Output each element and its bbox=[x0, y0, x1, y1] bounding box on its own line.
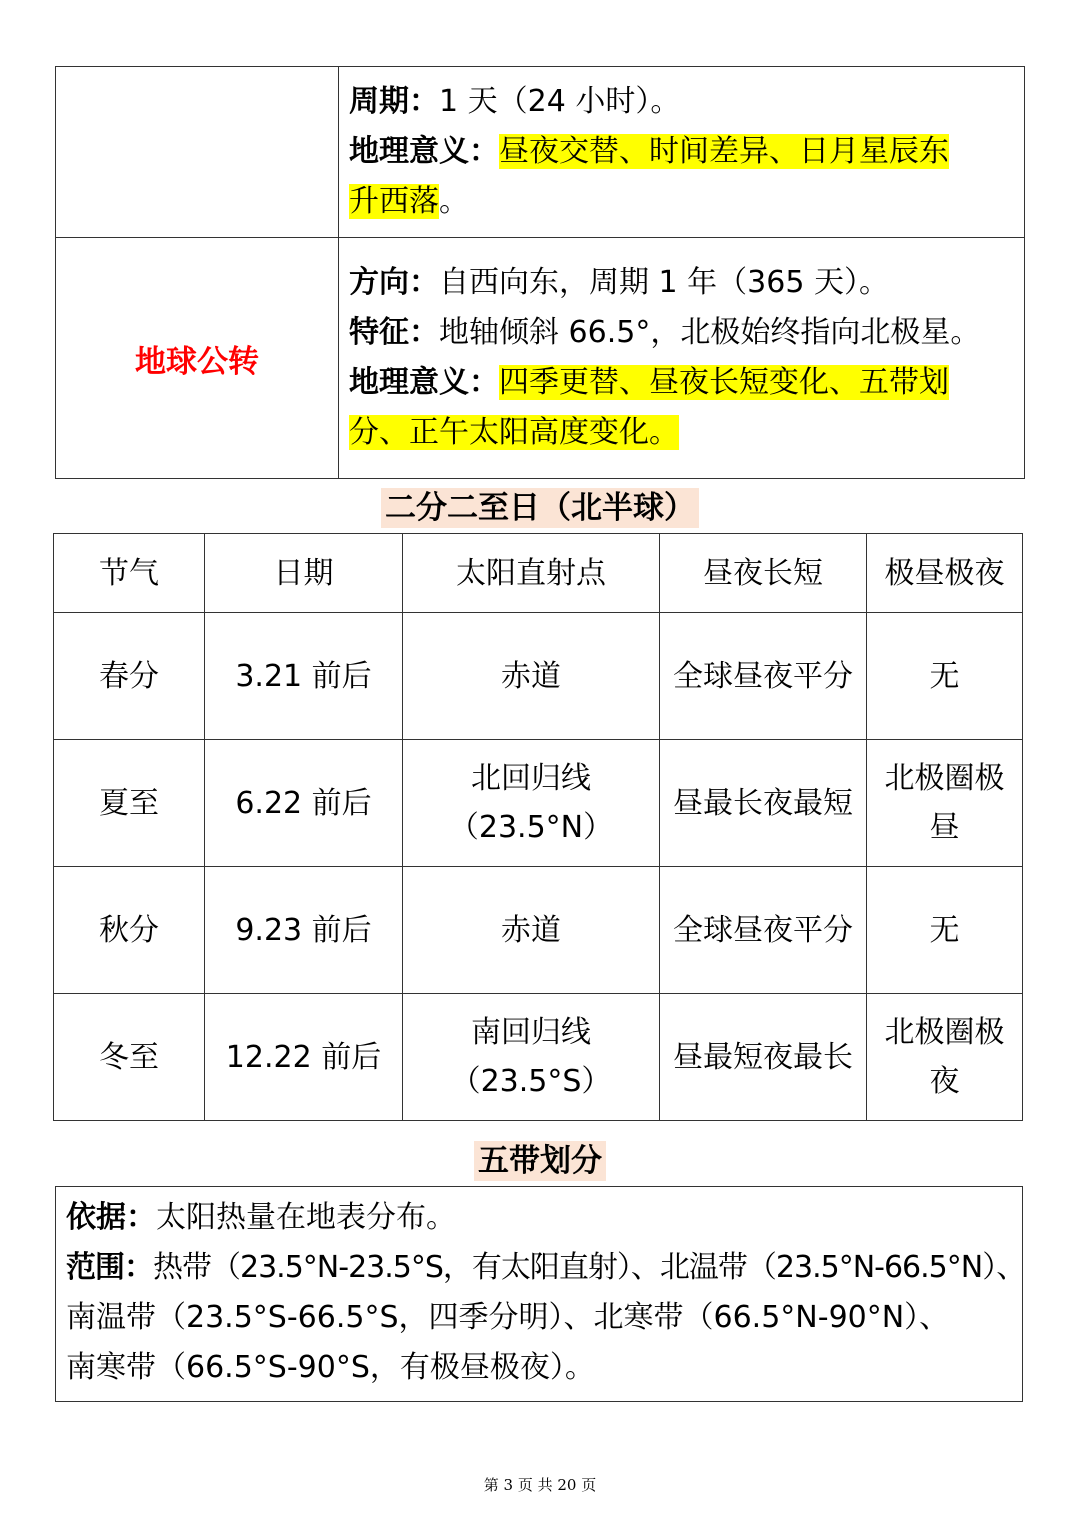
revolution-content-cell bbox=[339, 238, 1025, 479]
period-label: 周期： bbox=[349, 84, 439, 119]
table-cell: 9.23 前后 bbox=[205, 867, 403, 994]
table-cell: 秋分 bbox=[54, 867, 205, 994]
table-cell: 全球昼夜平分 bbox=[660, 867, 867, 994]
table-cell: 12.22 前后 bbox=[205, 994, 403, 1121]
table-cell: 无 bbox=[867, 867, 1023, 994]
table-cell: 北极圈极夜 bbox=[867, 994, 1023, 1121]
meaning-text: 昼夜交替、时间差异、日月星辰东 bbox=[499, 134, 949, 169]
table-cell: 昼最短夜最长 bbox=[660, 994, 867, 1121]
zones-box bbox=[55, 1186, 1026, 1402]
table-cell: 3.21 前后 bbox=[205, 613, 403, 740]
revolution-meaning-label: 地理意义： bbox=[349, 365, 499, 400]
table-cell: 赤道 bbox=[403, 613, 660, 740]
table-cell: 全球昼夜平分 bbox=[660, 613, 867, 740]
table-cell: 昼最长夜最短 bbox=[660, 740, 867, 867]
table-row bbox=[54, 994, 1023, 1121]
basis-label: 依据： bbox=[66, 1200, 156, 1235]
solstice-table bbox=[53, 533, 1023, 1121]
rotation-row bbox=[56, 67, 1025, 238]
table-row bbox=[54, 740, 1023, 867]
range-label: 范围： bbox=[66, 1250, 153, 1285]
table-cell: 冬至 bbox=[54, 994, 205, 1121]
revolution-meaning-text: 四季更替、昼夜长短变化、五带划 bbox=[499, 365, 949, 400]
table-cell: 南回归线（23.5°S） bbox=[403, 994, 660, 1121]
table-cell: 赤道 bbox=[403, 867, 660, 994]
table-cell: 无 bbox=[867, 613, 1023, 740]
table-cell: 北回归线（23.5°N） bbox=[403, 740, 660, 867]
solstice-section-title bbox=[0, 482, 1080, 527]
direction-text: 自西向东，周期 1 年（365 天）。 bbox=[439, 265, 889, 300]
zones-section-title bbox=[0, 1135, 1080, 1180]
meaning-tail: 。 bbox=[439, 184, 469, 219]
header-direct-point: 太阳直射点 bbox=[403, 534, 660, 613]
revolution-label-cell bbox=[56, 238, 339, 479]
basis-text: 太阳热量在地表分布。 bbox=[156, 1200, 456, 1235]
earth-motion-table bbox=[55, 66, 1025, 479]
header-date: 日期 bbox=[205, 534, 403, 613]
rotation-label-cell bbox=[56, 67, 339, 238]
feature-text: 地轴倾斜 66.5°，北极始终指向北极星。 bbox=[439, 315, 981, 350]
meaning-label: 地理意义： bbox=[349, 134, 499, 169]
table-cell: 北极圈极昼 bbox=[867, 740, 1023, 867]
zones-title-text: 五带划分 bbox=[474, 1141, 606, 1181]
direction-label: 方向： bbox=[349, 265, 439, 300]
table-cell: 夏至 bbox=[54, 740, 205, 867]
revolution-meaning-text-cont: 分、正午太阳高度变化。 bbox=[349, 415, 679, 450]
solstice-title-text: 二分二至日（北半球） bbox=[381, 488, 699, 528]
range-text: 热带（23.5°N-23.5°S，有太阳直射）、北温带（23.5°N-66.5°N）、 bbox=[153, 1250, 1026, 1285]
revolution-title: 地球公转 bbox=[135, 343, 259, 380]
period-text: 1 天（24 小时）。 bbox=[439, 84, 681, 119]
feature-label: 特征： bbox=[349, 315, 439, 350]
range-text-2: 南温带（23.5°S-66.5°S，四季分明）、北寒带（66.5°N-90°N）、 bbox=[66, 1300, 950, 1335]
rotation-content-cell bbox=[339, 67, 1025, 238]
table-row bbox=[54, 613, 1023, 740]
meaning-text-cont: 升西落 bbox=[349, 184, 439, 219]
solstice-header-row bbox=[54, 534, 1023, 613]
header-polar: 极昼极夜 bbox=[867, 534, 1023, 613]
table-cell: 6.22 前后 bbox=[205, 740, 403, 867]
revolution-row bbox=[56, 238, 1025, 479]
header-term: 节气 bbox=[54, 534, 205, 613]
table-cell: 春分 bbox=[54, 613, 205, 740]
range-text-3: 南寒带（66.5°S-90°S，有极昼极夜）。 bbox=[66, 1350, 595, 1385]
header-day-night: 昼夜长短 bbox=[660, 534, 867, 613]
table-row bbox=[54, 867, 1023, 994]
page-number: 第 3 页 共 20 页 bbox=[483, 1476, 597, 1494]
